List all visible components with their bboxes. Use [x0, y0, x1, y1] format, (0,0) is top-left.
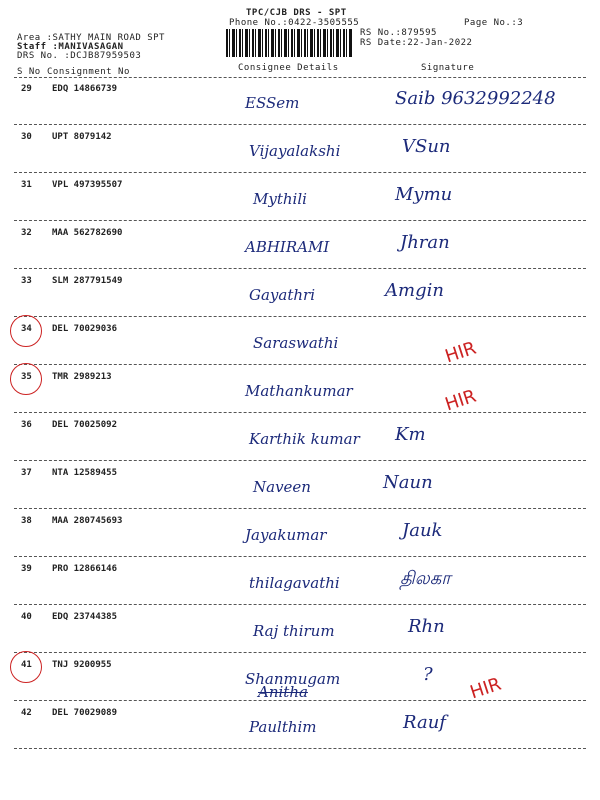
hir-mark: HIR [442, 337, 479, 368]
row-consignment: MAA 562782690 [52, 228, 123, 238]
row-consignee: ESSem [245, 94, 300, 112]
row-signature: Rhn [408, 616, 445, 637]
row-divider [14, 748, 586, 749]
row-divider [14, 124, 586, 125]
phone-number: Phone No.:0422-3505555 [229, 18, 360, 28]
row-consignment: UPT 8079142 [52, 132, 112, 142]
row-sno: 37 [21, 468, 32, 478]
row-sno: 40 [21, 612, 32, 622]
row-divider [14, 652, 586, 653]
header-divider [14, 77, 586, 78]
row-consignment: DEL 70025092 [52, 420, 118, 430]
row-consignee: Jayakumar [245, 526, 327, 544]
col-consignee: Consignee Details [238, 63, 339, 73]
row-signature: Saib 9632992248 [395, 88, 556, 109]
row-signature: Jauk [402, 520, 443, 541]
row-sno: 30 [21, 132, 32, 142]
row-consignee-struck: Anitha [258, 683, 308, 701]
row-divider [14, 268, 586, 269]
row-consignee: Paulthim [249, 718, 317, 736]
row-consignment: DEL 70029089 [52, 708, 118, 718]
col-consignment: Consignment No [47, 67, 130, 77]
hir-mark: HIR [442, 385, 479, 416]
row-sno: 42 [21, 708, 32, 718]
row-sno: 32 [21, 228, 32, 238]
row-sno: 39 [21, 564, 32, 574]
row-consignee: thilagavathi [249, 574, 340, 592]
row-consignment: DEL 70029036 [52, 324, 118, 334]
row-divider [14, 556, 586, 557]
row-consignee: Naveen [253, 478, 311, 496]
row-signature: Amgin [385, 280, 444, 301]
hir-mark: HIR [467, 673, 504, 704]
row-consignee: Saraswathi [253, 334, 339, 352]
row-divider [14, 316, 586, 317]
row-circle [10, 651, 42, 683]
col-sno: S No [17, 67, 41, 77]
row-divider [14, 460, 586, 461]
row-consignment: PRO 12866146 [52, 564, 118, 574]
row-consignment: MAA 280745693 [52, 516, 123, 526]
row-consignee: Gayathri [249, 286, 315, 304]
row-circle [10, 315, 42, 347]
page-number: Page No.:3 [464, 18, 524, 28]
row-sno: 41 [21, 660, 32, 670]
row-divider [14, 412, 586, 413]
area-label: Area :SATHY MAIN ROAD SPT [17, 33, 165, 43]
row-signature: Mymu [395, 184, 453, 205]
row-signature: Naun [383, 472, 433, 493]
row-signature: Rauf [403, 712, 446, 733]
row-sno: 29 [21, 84, 32, 94]
row-consignee: ABHIRAMI [245, 238, 330, 256]
row-signature: திலகா [400, 568, 451, 589]
row-consignee: Vijayalakshi [249, 142, 341, 160]
row-signature: Jhran [400, 232, 450, 253]
row-sno: 35 [21, 372, 32, 382]
row-divider [14, 220, 586, 221]
row-consignee: Raj thirum [253, 622, 335, 640]
row-consignment: NTA 12589455 [52, 468, 118, 478]
document-title: TPC/CJB DRS - SPT [246, 8, 347, 18]
row-consignee: Karthik kumar [249, 430, 360, 448]
row-signature: ? [423, 664, 433, 685]
row-divider [14, 172, 586, 173]
row-sno: 34 [21, 324, 32, 334]
row-consignment: SLM 287791549 [52, 276, 123, 286]
row-sno: 31 [21, 180, 32, 190]
row-consignment: VPL 497395507 [52, 180, 123, 190]
row-divider [14, 604, 586, 605]
rs-date: RS Date:22-Jan-2022 [360, 38, 473, 48]
row-sno: 36 [21, 420, 32, 430]
drs-number: DRS No. :DCJB87959503 [17, 51, 142, 61]
row-consignment: TNJ 9200955 [52, 660, 112, 670]
row-consignment: TMR 2989213 [52, 372, 112, 382]
rs-number: RS No.:879595 [360, 28, 437, 38]
row-sno: 33 [21, 276, 32, 286]
row-signature: VSun [402, 136, 451, 157]
row-divider [14, 364, 586, 365]
row-consignee: Mythili [253, 190, 307, 208]
row-sno: 38 [21, 516, 32, 526]
row-consignee: Mathankumar [245, 382, 353, 400]
col-signature: Signature [421, 63, 475, 73]
row-divider [14, 508, 586, 509]
barcode [226, 29, 352, 57]
staff-label: Staff :MANIVASAGAN [17, 42, 124, 52]
row-circle [10, 363, 42, 395]
row-signature: Km [395, 424, 426, 445]
row-consignee: Shanmugam [245, 670, 341, 688]
row-consignment: EDQ 23744385 [52, 612, 118, 622]
row-divider [14, 700, 586, 701]
row-consignment: EDQ 14866739 [52, 84, 118, 94]
